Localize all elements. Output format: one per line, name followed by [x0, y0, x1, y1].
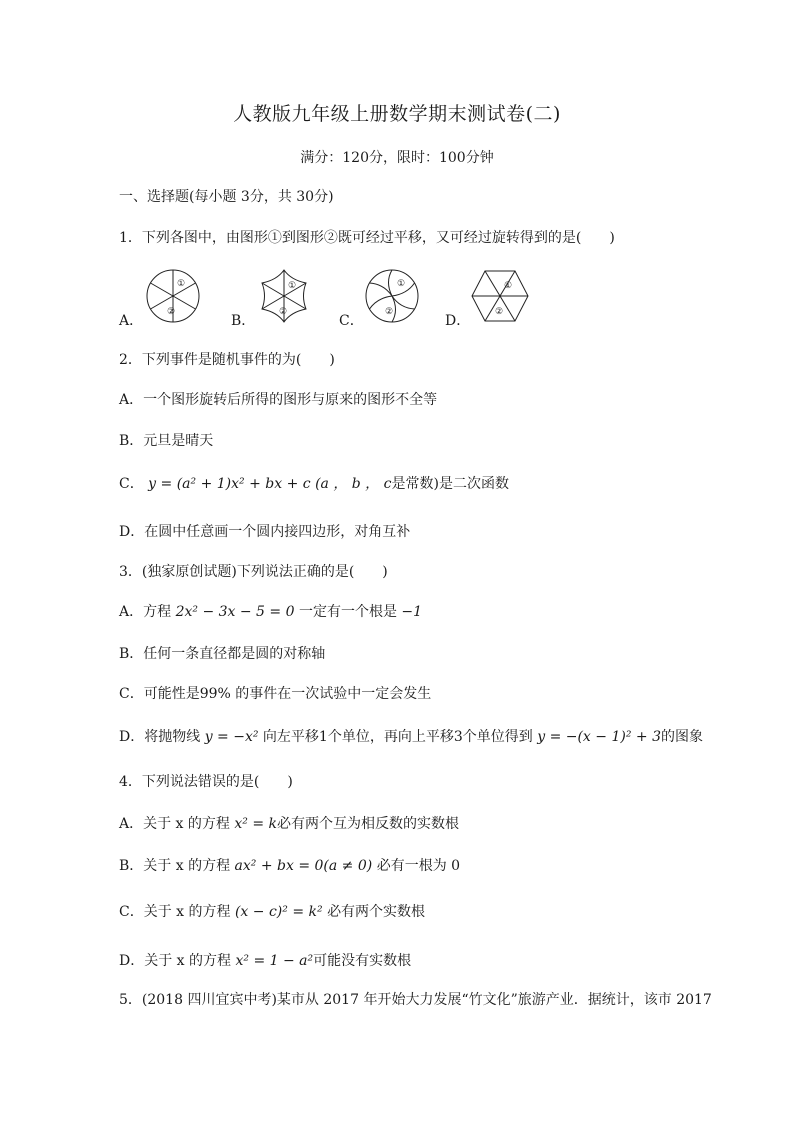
- score-time-info: 满分：120分，限时：100分钟: [300, 150, 494, 166]
- formula: −1: [401, 604, 423, 620]
- formula: y = −x²: [204, 729, 259, 745]
- question-4-option-a: [119, 814, 459, 834]
- question-4-option-b: [119, 856, 460, 876]
- formula: (x − c)² = k²: [234, 904, 323, 920]
- option-label: A．: [119, 313, 144, 329]
- formula: x² = k: [234, 816, 277, 832]
- option-label: D．: [445, 313, 471, 329]
- question-2-stem: 2．下列事件是随机事件的为( ): [119, 352, 335, 368]
- option-text: 向左平移1个单位，再向上平移3个单位得到: [262, 729, 533, 745]
- option-text: B．关于 x 的方程: [119, 858, 231, 874]
- option-text: 可能没有实数根: [313, 953, 412, 969]
- formula: y = (a² + 1)x² + bx + c: [148, 476, 311, 492]
- formula: y = −(x − 1)² + 3: [537, 729, 661, 745]
- mark-2: ②: [279, 307, 288, 317]
- question-1-stem: 1．下列各图中，由图形①到图形②既可经过平移，又可经过旋转得到的是( ): [119, 230, 615, 246]
- formula: x² = 1 − a²: [235, 953, 314, 969]
- mark-1: ①: [397, 279, 406, 289]
- hexagon-triangles-icon: [471, 266, 529, 326]
- question-4-option-d: [119, 951, 411, 971]
- page-title: 人教版九年级上册数学期末测试卷(二): [233, 103, 561, 125]
- option-label: B．: [231, 313, 256, 329]
- option-text: D．关于 x 的方程: [119, 953, 232, 969]
- option-text: A．方程: [119, 604, 172, 620]
- question-2-option-c: [119, 474, 509, 494]
- mark-2: ②: [167, 307, 176, 317]
- option-text: 必有两个互为相反数的实数根: [276, 816, 459, 832]
- formula: (a ， b ， c: [315, 476, 392, 492]
- question-3-stem: 3．(独家原创试题)下列说法正确的是( ): [119, 564, 388, 580]
- question-2-option-d: D．在圆中任意画一个圆内接四边形，对角互补: [119, 524, 411, 540]
- question-4-stem: 4．下列说法错误的是( ): [119, 774, 293, 790]
- formula: ax² + bx = 0(a ≠ 0): [234, 858, 373, 874]
- option-text: D．将抛物线: [119, 729, 201, 745]
- concave-hexagon-icon: [255, 266, 313, 326]
- mark-1: ①: [504, 281, 513, 291]
- question-1-figures: [119, 266, 539, 330]
- mark-1: ①: [288, 281, 297, 291]
- option-label: C．: [119, 476, 144, 492]
- option-text: 必有一根为 0: [376, 858, 461, 874]
- circle-curved-sectors-icon: [363, 266, 421, 326]
- option-text: 是常数)是二次函数: [391, 476, 509, 492]
- option-text: 一定有一个根是: [298, 604, 397, 620]
- option-label: C．: [339, 313, 364, 329]
- formula: 2x² − 3x − 5 = 0: [175, 604, 295, 620]
- question-5-stem: 5．(2018 四川宜宾中考)某市从 2017 年开始大力发展“竹文化”旅游产业．据统计，该市 2017: [119, 992, 712, 1008]
- option-text: 必有两个实数根: [327, 904, 426, 920]
- mark-1: ①: [177, 279, 186, 289]
- mark-2: ②: [495, 307, 504, 317]
- section-heading: 一、选择题(每小题 3分，共 30分): [119, 189, 334, 205]
- question-2-option-a: A．一个图形旋转后所得的图形与原来的图形不全等: [119, 392, 438, 408]
- option-text: 的图象: [660, 729, 703, 745]
- question-3-option-d: [119, 727, 703, 747]
- question-2-option-b: B．元旦是晴天: [119, 433, 214, 449]
- mark-2: ②: [385, 307, 394, 317]
- option-text: C．关于 x 的方程: [119, 904, 231, 920]
- question-3-option-c: C．可能性是99% 的事件在一次试验中一定会发生: [119, 686, 432, 702]
- question-3-option-b: B．任何一条直径都是圆的对称轴: [119, 646, 326, 662]
- question-4-option-c: [119, 902, 425, 922]
- question-3-option-a: [119, 602, 422, 622]
- circle-sectors-icon: [145, 266, 201, 326]
- option-text: A．关于 x 的方程: [119, 816, 230, 832]
